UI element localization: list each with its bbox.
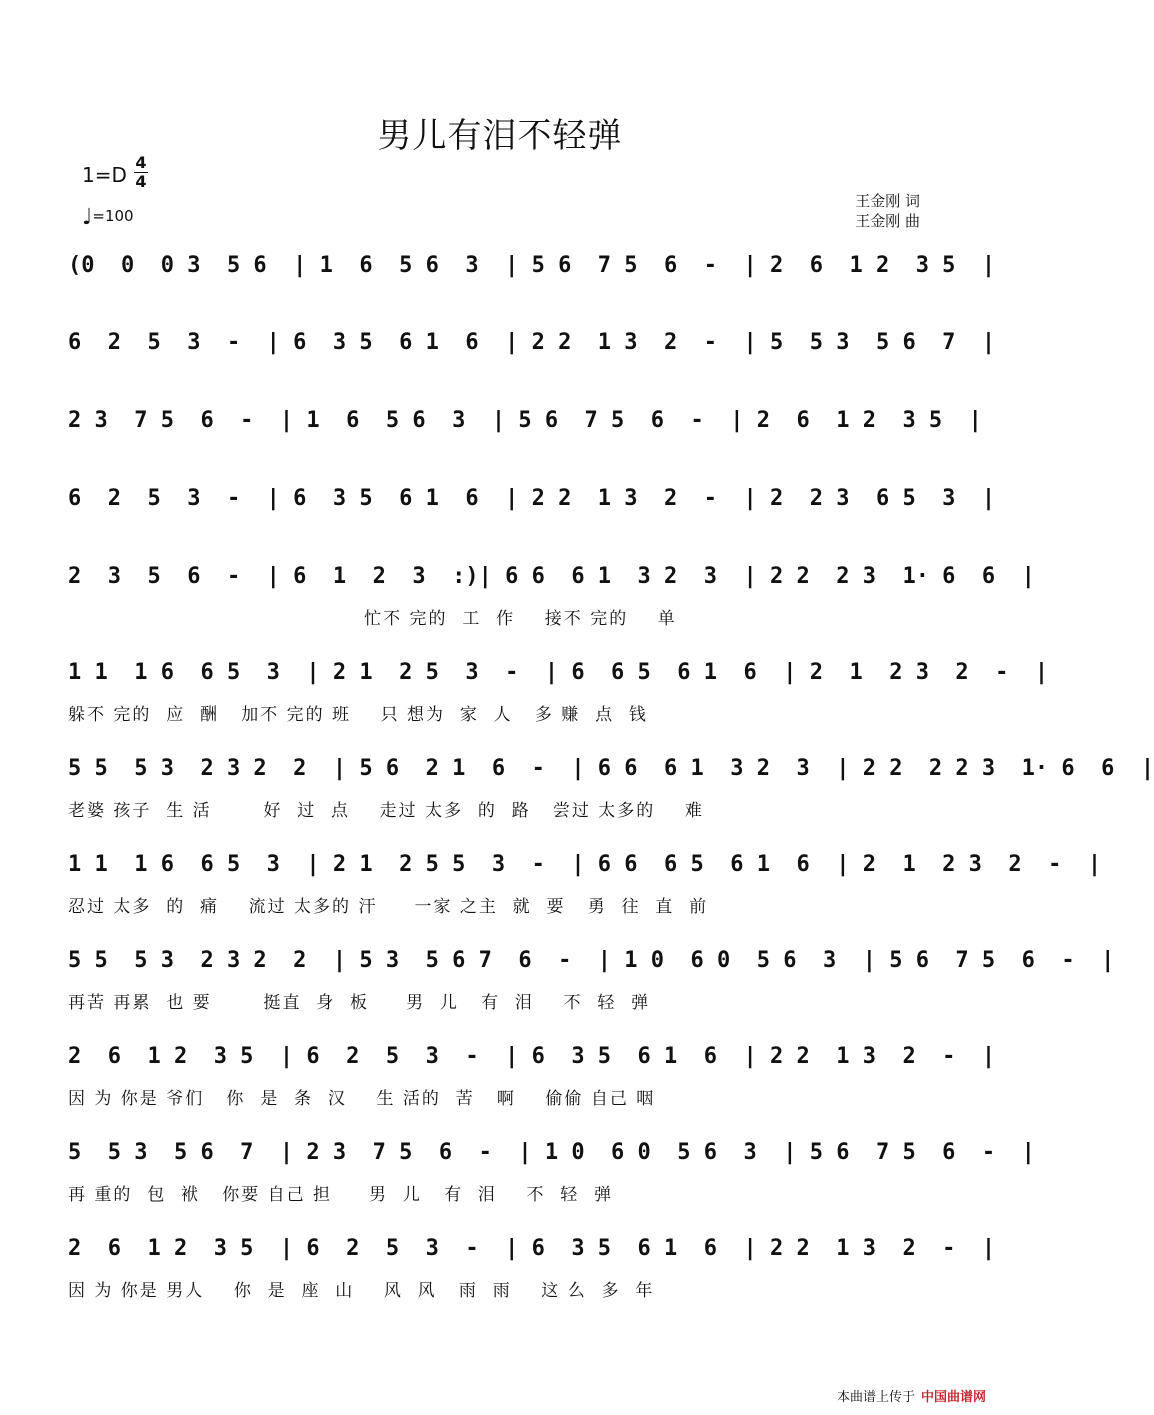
lyrics-line: 因 为 你是 男人 你 是 座 山 风 风 雨 雨 这 么 多 年 [68, 1281, 655, 1301]
lyrics-line: 躲不 完的 应 酬 加不 完的 班 只 想为 家 人 多 赚 点 钱 [68, 705, 648, 725]
notation-line: 2 6 1 2 3 5 | 6 2 5 3 - | 6 3 5 6 1 6 | 2 2 1 3 2 - | [68, 1044, 996, 1069]
score-row [68, 756, 1154, 836]
notation-line: 1 1 1 6 6 5 3 | 2 1 2 5 3 - | 6 6 5 6 1 6 | 2 1 2 3 2 - | [68, 660, 1049, 685]
lyrics-line: 再 重的 包 袱 你要 自己 担 男 儿 有 泪 不 轻 弹 [68, 1185, 614, 1205]
score-row [68, 660, 1049, 740]
lyrics-line: 因 为 你是 爷们 你 是 条 汉 生 活的 苦 啊 偷偷 自己 咽 [68, 1089, 656, 1109]
score-row [68, 1236, 996, 1316]
notation-line: 5 5 5 3 2 3 2 2 | 5 6 2 1 6 - | 6 6 6 1 3 2 3 | 2 2 2 2 3 1· 6 6 | [68, 756, 1154, 781]
score-row [68, 564, 1035, 644]
lyrics-line [68, 526, 930, 554]
score-row [68, 408, 982, 488]
score-row [68, 1140, 1035, 1220]
site-logo: 中国曲谱网 [920, 1390, 986, 1405]
score-row [68, 253, 996, 333]
page-title: 男儿有泪不轻弹 [377, 116, 623, 156]
notation-line: (0 0 0 3 5 6 | 1 6 5 6 3 | 5 6 7 5 6 - | 2 6 1 2 3 5 | [68, 253, 996, 278]
notation-line: 2 3 5 6 - | 6 1 2 3 :)| 6 6 6 1 3 2 3 | 2 2 2 3 1· 6 6 | [68, 564, 1035, 589]
composer-credit: 王金刚 曲 [855, 212, 920, 230]
lyricist-credit: 王金刚 词 [855, 192, 920, 210]
score-row [68, 948, 1115, 1028]
score-row [68, 330, 996, 410]
notation-line: 2 6 1 2 3 5 | 6 2 5 3 - | 6 3 5 6 1 6 | 2 2 1 3 2 - | [68, 1236, 996, 1261]
time-signature-numerator: 4 [135, 153, 147, 172]
quarter-note-icon: ♩ [82, 205, 93, 230]
key-signature: 1=D [82, 163, 127, 187]
time-signature-denominator: 4 [135, 172, 147, 191]
lyrics-line: 老婆 孩子 生 活 好 过 点 走过 太多 的 路 尝过 太多的 难 [68, 801, 704, 821]
notation-line: 6 2 5 3 - | 6 3 5 6 1 6 | 2 2 1 3 2 - | 2 2 3 6 5 3 | [68, 486, 996, 511]
notation-line: 5 5 3 5 6 7 | 2 3 7 5 6 - | 1 0 6 0 5 6 3 | 5 6 7 5 6 - | [68, 1140, 1035, 1165]
notation-line: 6 2 5 3 - | 6 3 5 6 1 6 | 2 2 1 3 2 - | 5 5 3 5 6 7 | [68, 330, 996, 355]
score-row [68, 852, 1102, 932]
footer [837, 1386, 986, 1405]
footer-text: 本曲谱上传于 [836, 1390, 915, 1405]
lyrics-line: 忍过 太多 的 痛 流过 太多的 汗 一家 之主 就 要 勇 往 直 前 [68, 897, 709, 917]
score-row [68, 1044, 996, 1124]
lyrics-line: 再苦 再累 也 要 挺直 身 板 男 儿 有 泪 不 轻 弹 [68, 993, 651, 1013]
notation-line: 1 1 1 6 6 5 3 | 2 1 2 5 5 3 - | 6 6 6 5 6 1 6 | 2 1 2 3 2 - | [68, 852, 1102, 877]
lyrics-line [68, 448, 930, 476]
notation-line: 2 3 7 5 6 - | 1 6 5 6 3 | 5 6 7 5 6 - | 2 6 1 2 3 5 | [68, 408, 982, 433]
tempo-value: =100 [92, 207, 134, 225]
score-row [68, 486, 996, 566]
lyrics-line [68, 293, 930, 321]
lyrics-line [68, 370, 930, 398]
lyrics-line: 忙不 完的 工 作 接不 完的 单 [68, 609, 677, 629]
notation-line: 5 5 5 3 2 3 2 2 | 5 3 5 6 7 6 - | 1 0 6 0 5 6 3 | 5 6 7 5 6 - | [68, 948, 1115, 973]
